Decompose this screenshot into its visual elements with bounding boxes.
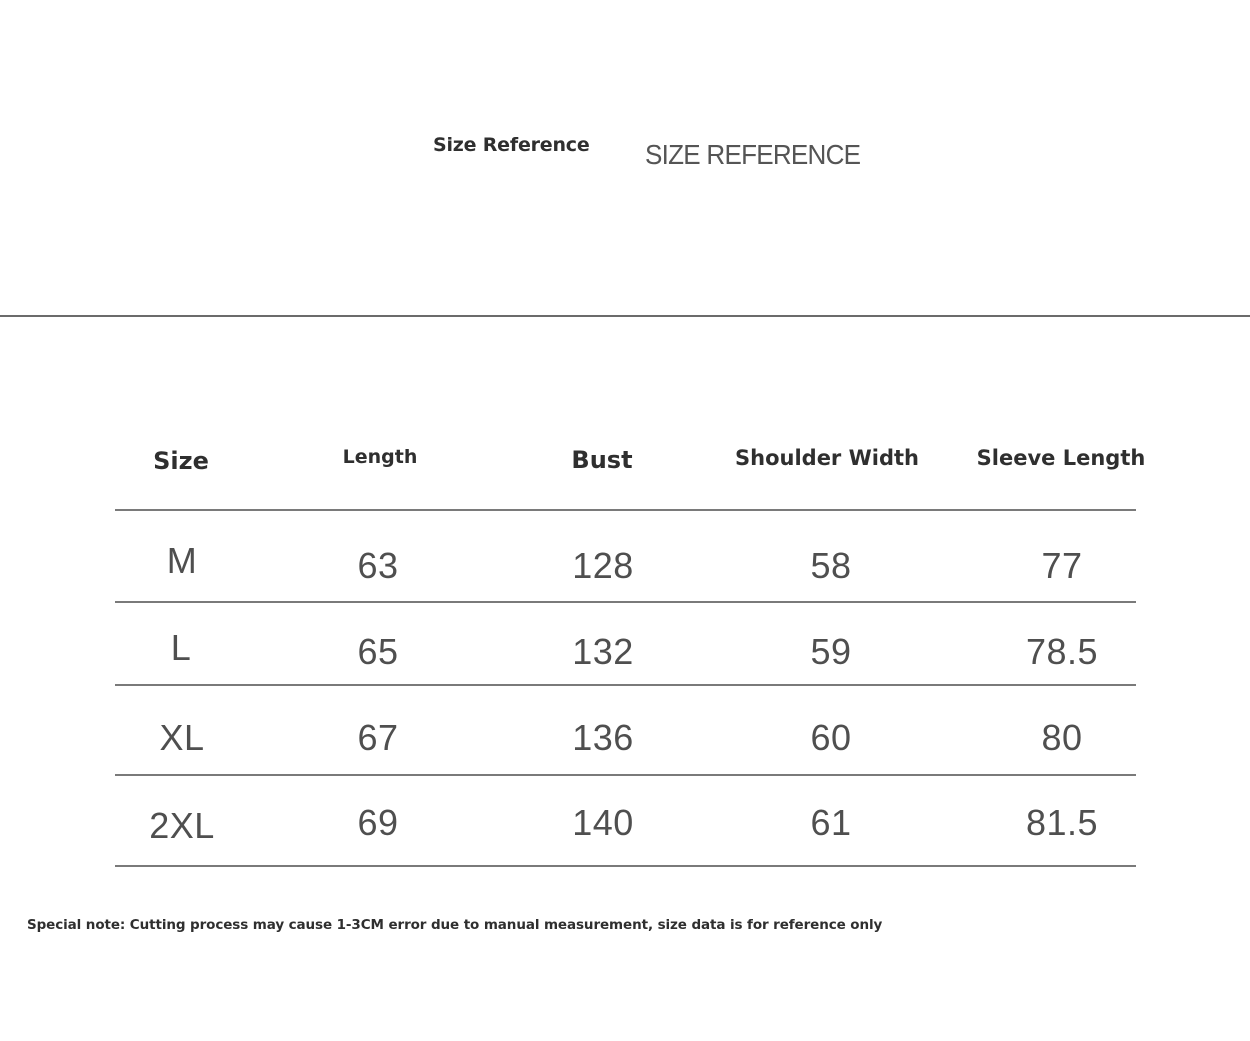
column-header-shoulder-width: Shoulder Width (735, 446, 919, 470)
page-title-english: SIZE REFERENCE (645, 139, 861, 170)
column-header-size: Size (153, 447, 209, 475)
cell-sleeve-length: 80 (1041, 717, 1083, 758)
cell-bust: 128 (572, 545, 634, 586)
table-row-divider (115, 684, 1136, 686)
page-title: Size Reference (433, 134, 590, 156)
cell-shoulder-width: 59 (810, 631, 852, 672)
cell-size: L (170, 627, 192, 668)
table-row-divider (115, 865, 1136, 867)
cell-bust: 140 (572, 802, 634, 843)
cell-length: 65 (357, 631, 399, 672)
column-header-bust: Bust (571, 446, 633, 474)
cell-sleeve-length: 77 (1041, 545, 1083, 586)
cell-size: M (166, 540, 198, 581)
column-header-sleeve-length: Sleeve Length (976, 446, 1146, 470)
cell-shoulder-width: 60 (810, 717, 852, 758)
column-header-length: Length (342, 446, 418, 468)
cell-length: 67 (357, 717, 399, 758)
special-note: Special note: Cutting process may cause 1-3CM error due to manual measurement, size data is for reference only (27, 917, 883, 933)
table-row-divider (115, 509, 1136, 511)
cell-size: XL (159, 717, 205, 758)
cell-size: 2XL (149, 805, 215, 846)
cell-sleeve-length: 81.5 (1025, 802, 1099, 843)
cell-shoulder-width: 58 (810, 545, 852, 586)
section-divider (0, 315, 1250, 317)
cell-bust: 132 (572, 631, 634, 672)
table-row-divider (115, 774, 1136, 776)
cell-shoulder-width: 61 (810, 802, 852, 843)
cell-length: 69 (357, 802, 399, 843)
table-row-divider (115, 601, 1136, 603)
cell-length: 63 (357, 545, 399, 586)
cell-sleeve-length: 78.5 (1025, 631, 1099, 672)
cell-bust: 136 (572, 717, 634, 758)
